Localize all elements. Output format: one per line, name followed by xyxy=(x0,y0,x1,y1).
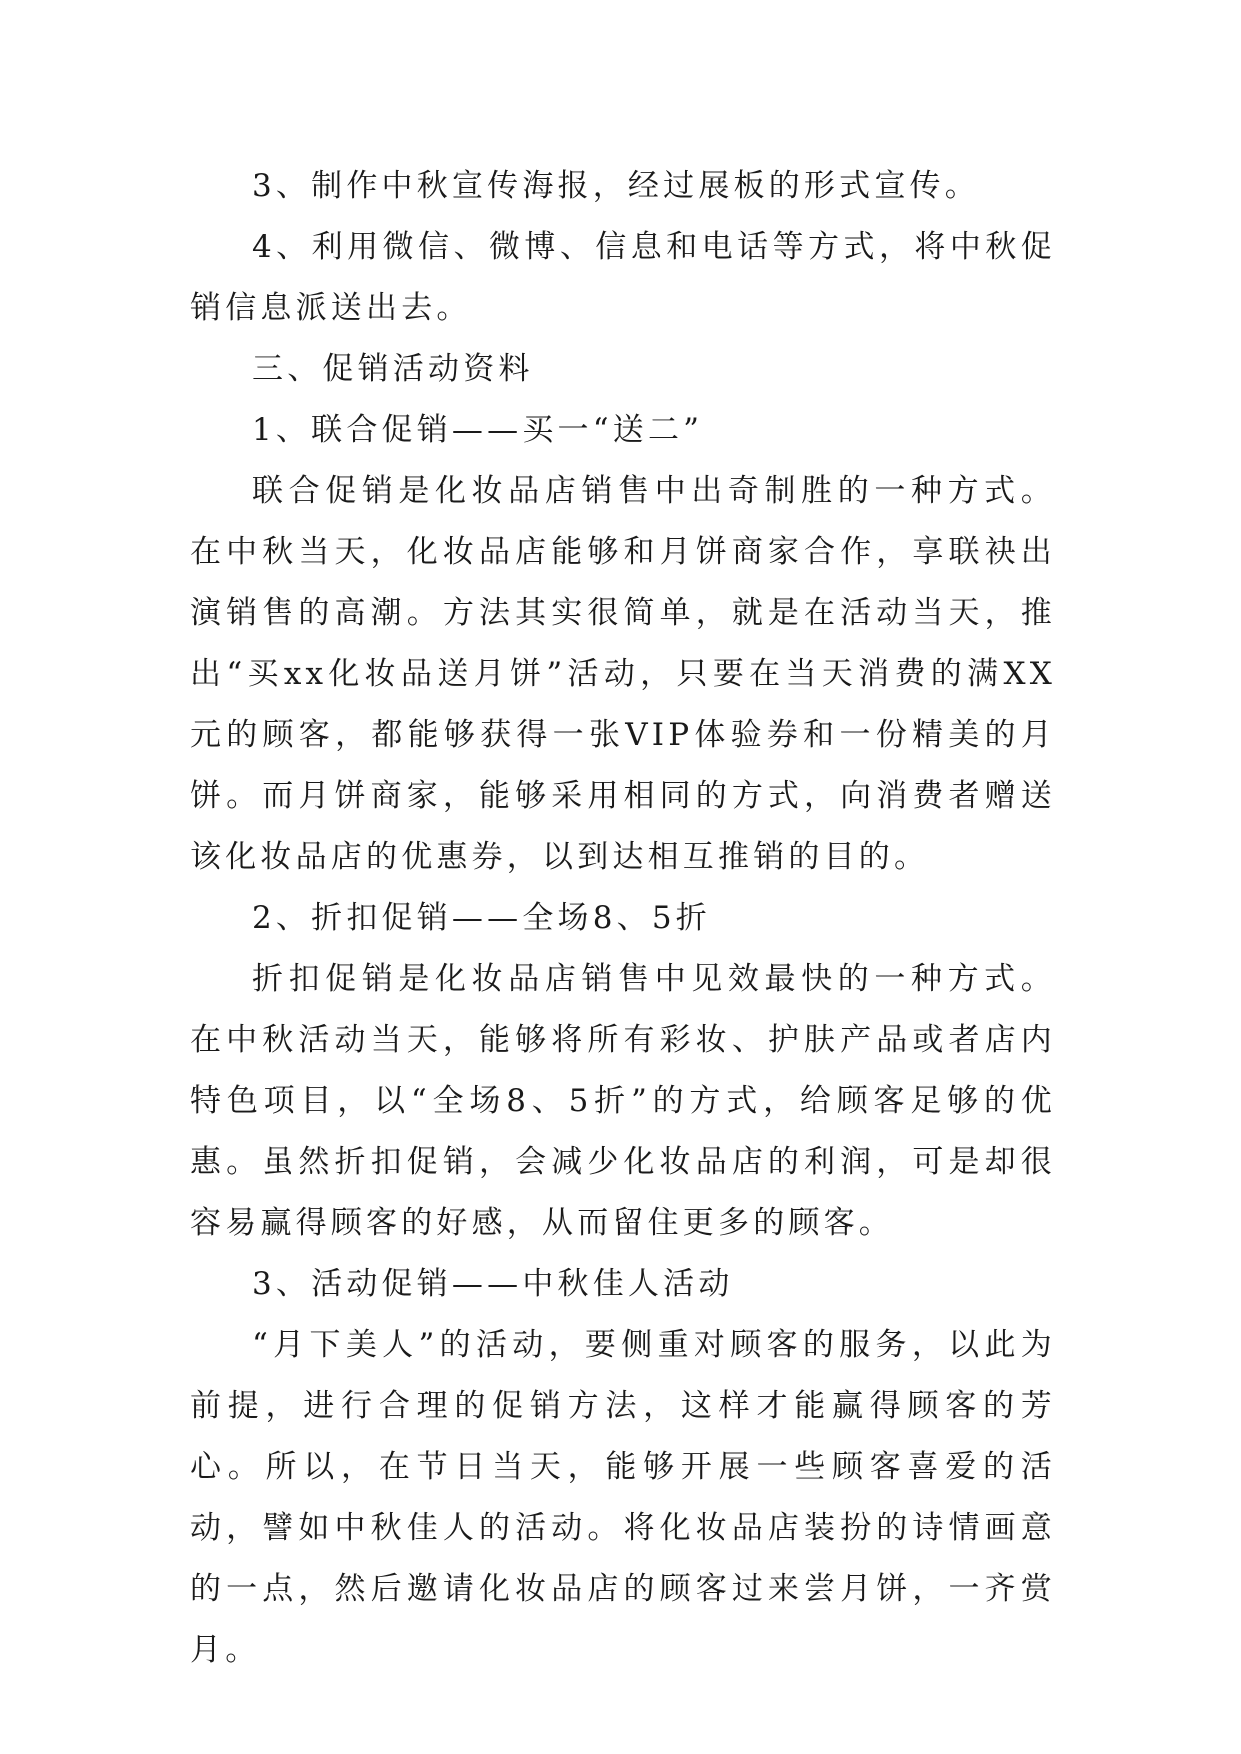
paragraph-poster-step: 3、制作中秋宣传海报，经过展板的形式宣传。 xyxy=(252,168,980,204)
document-body xyxy=(190,156,1056,1681)
section-heading-promotion-content: 三、促销活动资料 xyxy=(252,351,534,387)
paragraph-discount-promotion: 折扣促销是化妆品店销售中见效最快的一种方式。在中秋活动当天，能够将所有彩妆、护肤产品或者店内特色项目，以“全场8、5折”的方式，给顾客足够的优惠。虽然折扣促销，会减少化妆品店的利润，可是却很容易赢得顾客的好感，从而留住更多的顾客。 xyxy=(190,961,1056,1241)
paragraph-activity-promotion: “月下美人”的活动，要侧重对顾客的服务，以此为前提，进行合理的促销方法，这样才能赢得顾客的芳心。所以，在节日当天，能够开展一些顾客喜爱的活动，譬如中秋佳人的活动。将化妆品店装扮的诗情画意的一点，然后邀请化妆品店的顾客过来尝月饼，一齐赏月。 xyxy=(190,1327,1056,1668)
paragraph-messaging-step: 4、利用微信、微博、信息和电话等方式，将中秋促销信息派送出去。 xyxy=(190,229,1056,326)
paragraph-joint-promotion: 联合促销是化妆品店销售中出奇制胜的一种方式。在中秋当天，化妆品店能够和月饼商家合作，享联袂出演销售的高潮。方法其实很简单，就是在活动当天，推出“买xx化妆品送月饼”活动，只要在当天消费的满XX元的顾客，都能够获得一张VIP体验券和一份精美的月饼。而月饼商家，能够采用相同的方式，向消费者赠送该化妆品店的优惠券，以到达相互推销的目的。 xyxy=(190,473,1056,875)
subheading-discount-promotion: 2、折扣促销——全场8、5折 xyxy=(252,900,711,936)
subheading-joint-promotion: 1、联合促销——买一“送二” xyxy=(252,412,704,448)
subheading-activity-promotion: 3、活动促销——中秋佳人活动 xyxy=(252,1266,734,1302)
